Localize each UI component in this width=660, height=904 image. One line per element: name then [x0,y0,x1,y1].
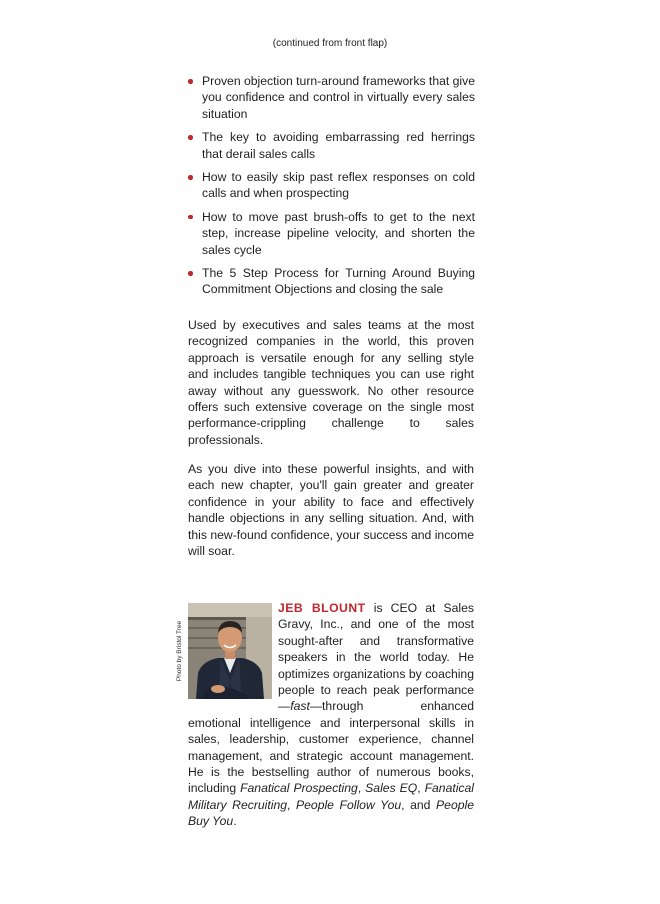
list-item: How to easily skip past reflex responses on cold calls and when prospecting [185,169,475,202]
bullet-dot-icon [188,175,193,180]
list-item: Proven objection turn-around frameworks that give you confidence and control in virtually every sales situation [185,73,475,122]
book-title: Fanatical Prospecting [240,781,358,796]
bullet-dot-icon [188,271,193,276]
continued-note: (continued from front flap) [272,38,388,49]
paragraph-confidence: As you dive into these powerful insights, and with each new chapter, you'll gain greater and greater confidence in your ability to face and effectively handle objections in any selling situation. And, with this new-found confidence, your success and income will soar. [188,462,474,559]
list-item: The 5 Step Process for Turning Around Buying Commitment Objections and closing the sale [185,265,475,298]
list-item: The key to avoiding embarrassing red herrings that derail sales calls [185,129,475,162]
book-title: Fanatical Military Recruiting [188,781,475,812]
photo-credit: Photo by Bristol Tree [175,620,183,682]
author-bio: Photo by Bristol Tree JEB BLOUNT is CEO at Sales Gravy, Inc., and one of the most sought-after and transformative speakers in the world today. He optimizes organizations by coaching people to reach peak performance—fast—through enhanced emotional intelligence and interpersonal skills in sales, leadership, customer experience, channel management, and strategic account management. He is the bestselling author of numerous books, including Fanatical Prospecting, Sales EQ, Fanatical Military Recruiting, People Follow You, and People Buy You. [175,601,475,829]
paragraph-usage: Used by executives and sales teams at the most recognized companies in the world, this proven approach is versatile enough for any selling style and includes tangible techniques you can use right away without any guesswork. No other resource offers such extensive coverage on the single most performance-crippling challenge to sales professionals. [188,318,474,447]
author-name: JEB BLOUNT [278,601,366,615]
feature-list [185,73,475,305]
list-item: How to move past brush-offs to get to the next step, increase pipeline velocity, and shorten the sales cycle [185,209,475,258]
author-photo-block [175,603,272,699]
bullet-dot-icon [188,79,193,84]
book-title: Sales EQ [365,781,418,796]
author-photo [188,603,272,699]
bullet-dot-icon [188,215,193,220]
book-title: People Buy You [188,797,474,829]
bullet-dot-icon [188,135,193,140]
book-title: People Follow You [296,797,402,812]
